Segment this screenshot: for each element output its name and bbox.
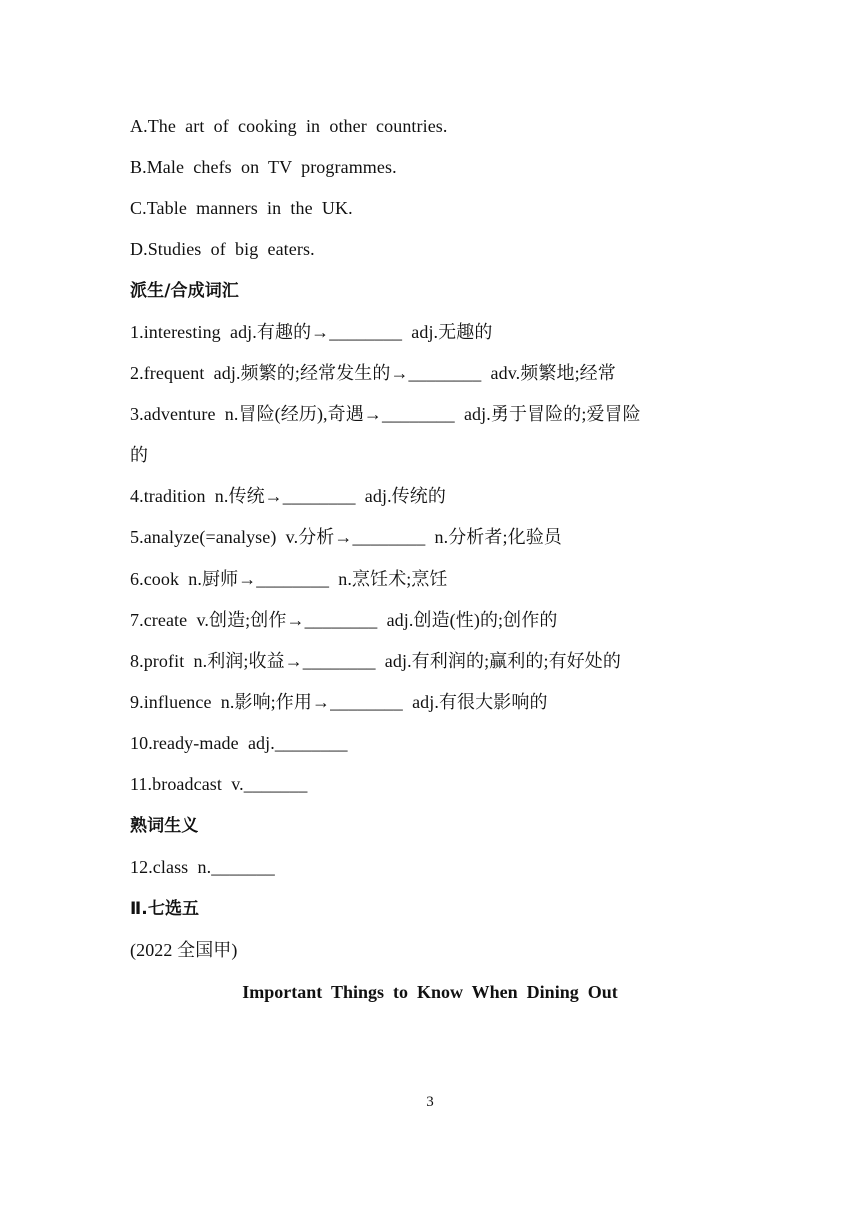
passage-title: Important Things to Know When Dining Out bbox=[242, 982, 618, 1002]
vocab-item-3: 3.adventure n.冒险(经历),奇遇→________ adj.勇于冒险的;爱冒险 bbox=[130, 404, 641, 424]
vocab-item-2: 2.frequent adj.频繁的;经常发生的→________ adv.频繁地;经常 bbox=[130, 363, 616, 383]
option-c: C.Table manners in the UK. bbox=[130, 198, 353, 218]
vocab-item-4: 4.tradition n.传统→________ adj.传统的 bbox=[130, 486, 446, 506]
vocab-item-7: 7.create v.创造;创作→________ adj.创造(性)的;创作的 bbox=[130, 610, 558, 630]
option-d: D.Studies of big eaters. bbox=[130, 239, 315, 259]
vocab-item-11: 11.broadcast v._______ bbox=[130, 774, 308, 794]
vocab-item-12: 12.class n._______ bbox=[130, 857, 275, 877]
vocab-item-8: 8.profit n.利润;收益→________ adj.有利润的;赢利的;有好处的 bbox=[130, 651, 621, 671]
page-number: 3 bbox=[426, 1094, 434, 1110]
vocab-item-9: 9.influence n.影响;作用→________ adj.有很大影响的 bbox=[130, 692, 548, 712]
section-heading-seven-choose-five: Ⅱ.七选五 bbox=[130, 899, 200, 919]
section-heading-new-meanings: 熟词生义 bbox=[130, 816, 199, 836]
vocab-item-6: 6.cook n.厨师→________ n.烹饪术;烹饪 bbox=[130, 569, 448, 589]
source-label: (2022 全国甲) bbox=[130, 940, 238, 960]
option-b: B.Male chefs on TV programmes. bbox=[130, 157, 397, 177]
vocab-item-1: 1.interesting adj.有趣的→________ adj.无趣的 bbox=[130, 322, 493, 342]
vocab-item-3-continued: 的 bbox=[130, 445, 149, 465]
vocab-item-5: 5.analyze(=analyse) v.分析→________ n.分析者;化验员 bbox=[130, 527, 562, 547]
vocab-item-10: 10.ready-made adj.________ bbox=[130, 733, 348, 753]
section-heading-derivatives: 派生/合成词汇 bbox=[130, 281, 239, 301]
option-a: A.The art of cooking in other countries. bbox=[130, 116, 448, 136]
